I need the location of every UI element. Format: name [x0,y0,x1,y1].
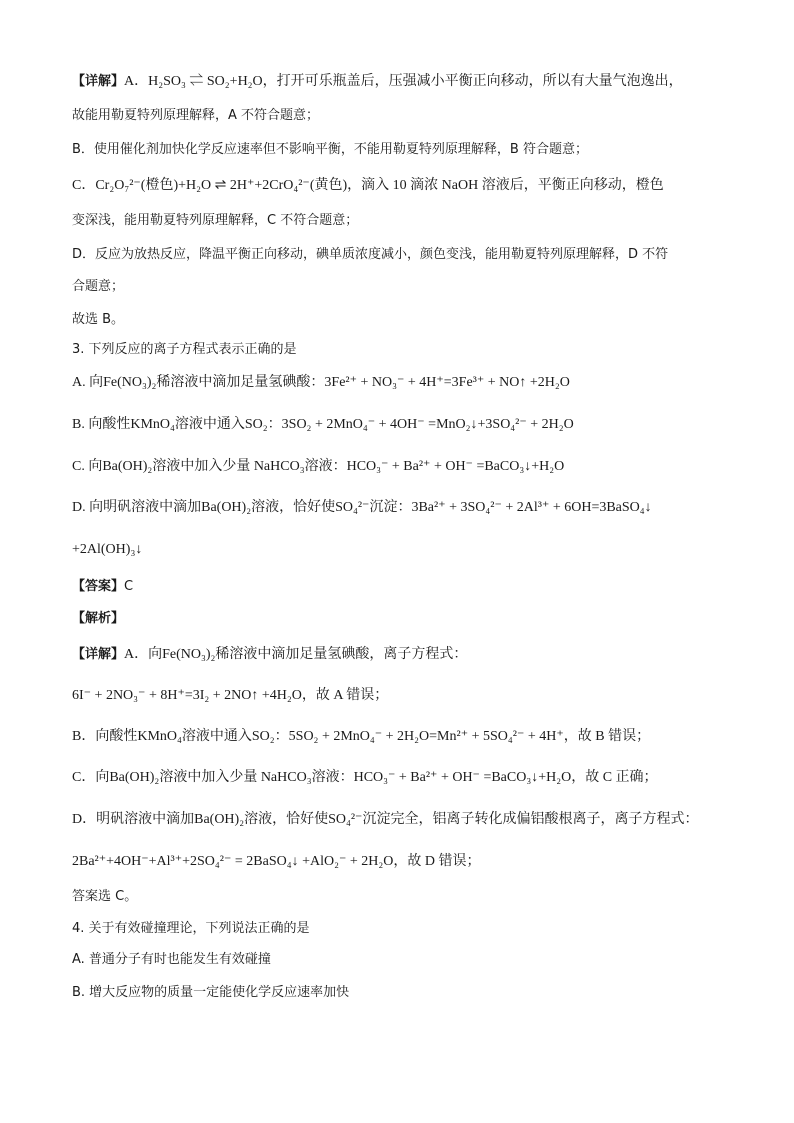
text-line: B．向酸性KMnO₄溶液中通入SO₂：5SO₂ + 2MnO₄⁻ + 2H₂O=Mn²⁺ + 5SO₄²⁻ + 4H⁺，故 B 错误； [72,729,651,744]
text-line: 【详解】A．H₂SO₃ ⇌ SO₂+H₂O，打开可乐瓶盖后，压强减小平衡正向移动，所以有大量气泡逸出， [72,74,683,89]
text-line: 6I⁻ + 2NO₃⁻ + 8H⁺=3I₂ + 2NO↑ +4H₂O，故 A 错误； [72,688,389,703]
text-line: C．向Ba(OH)₂溶液中加入少量 NaHCO₃溶液：HCO₃⁻ + Ba²⁺ + OH⁻ =BaCO₃↓+H₂O，故 C 正确； [72,770,658,785]
option-a: A. 向Fe(NO₃)₂稀溶液中滴加足量氢碘酸：3Fe²⁺ + NO₃⁻ + 4H⁺=3Fe³⁺ + NO↑ +2H₂O [72,375,570,390]
text-line: 合题意； [72,279,125,294]
text-line: 【详解】A．向Fe(NO₃)₂稀溶液中滴加足量氢碘酸，离子方程式： [72,647,468,662]
text-line: C．Cr₂O₇²⁻(橙色)+H₂O ⇌ 2H⁺+2CrO₄²⁻(黄色)，滴入 10 滴浓 NaOH 溶液后，平衡正向移动，橙色 [72,178,664,193]
option-b: B. 增大反应物的质量一定能使化学反应速率加快 [72,985,350,1000]
answer: 【答案】C [72,579,134,594]
option-b: B. 向酸性KMnO₄溶液中通入SO₂：3SO₂ + 2MnO₄⁻ + 4OH⁻ =MnO₂↓+3SO₄²⁻ + 2H₂O [72,417,574,432]
option-d-continued: +2Al(OH)₃↓ [72,542,143,557]
text-line: 变深浅，能用勒夏特列原理解释，C 不符合题意； [72,213,359,228]
option-d: D. 向明矾溶液中滴加Ba(OH)₂溶液，恰好使SO₄²⁻沉淀：3Ba²⁺ + 3SO₄²⁻ + 2Al³⁺ + 6OH=3BaSO₄↓ [72,500,652,515]
text-line: B．使用催化剂加快化学反应速率但不影响平衡，不能用勒夏特列原理解释，B 符合题意； [72,142,588,157]
text-line: D．明矾溶液中滴加Ba(OH)₂溶液，恰好使SO₄²⁻沉淀完全，铝离子转化成偏铝酸根离子，离子方程式： [72,812,699,827]
question-title: 4. 关于有效碰撞理论，下列说法正确的是 [72,921,310,936]
analysis-heading: 【解析】 [72,611,125,626]
text-line: D．反应为放热反应，降温平衡正向移动，碘单质浓度减小，颜色变浅，能用勒夏特列原理解释，D 不符 [72,247,669,262]
text-line: 答案选 C。 [72,889,138,904]
question-title: 3. 下列反应的离子方程式表示正确的是 [72,342,297,357]
option-c: C. 向Ba(OH)₂溶液中加入少量 NaHCO₃溶液：HCO₃⁻ + Ba²⁺ + OH⁻ =BaCO₃↓+H₂O [72,459,565,474]
option-a: A. 普通分子有时也能发生有效碰撞 [72,952,271,967]
text-line: 2Ba²⁺+4OH⁻+Al³⁺+2SO₄²⁻ = 2BaSO₄↓ +AlO₂⁻ + 2H₂O，故 D 错误； [72,854,481,869]
text-line: 故选 B。 [72,312,125,327]
text-line: 故能用勒夏特列原理解释，A 不符合题意； [72,108,320,123]
